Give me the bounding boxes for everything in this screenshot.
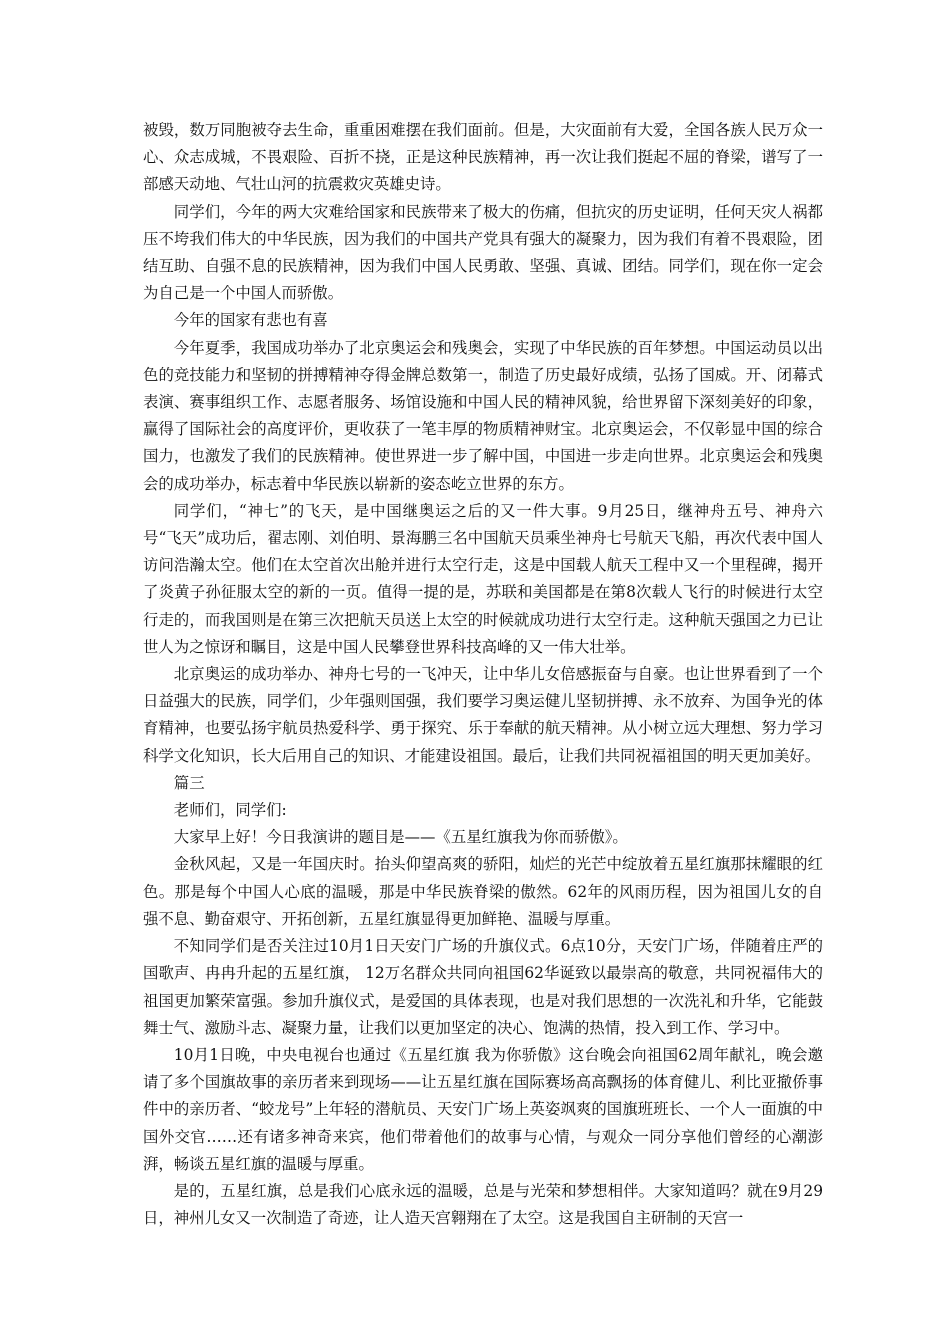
section-heading-part-three: 篇三 (173, 773, 205, 792)
paragraph-olympics: 今年夏季，我国成功举办了北京奥运会和残奥会，实现了中华民族的百年梦想。中国运动员以出色的竞技能力和坚韧的拼搏精神夺得金牌总数第一，制造了历史最好成绩，弘扬了国威。开、闭幕式表演、赛事组织工作、志愿者服务、场馆设施和中国人民的精神风貌，给世界留下深刻美好的印象，赢得了国际社会的高度评价，更收获了一笔丰厚的物质精神财宝。北京奥运会，不仅彰显中国的综合国力，也激发了我们的民族精神。使世界进一步了解中国，中国进一步走向世界。北京奥运会和残奥会的成功举办，标志着中华民族以崭新的姿态屹立世界的东方。 (143, 338, 823, 493)
paragraph-shenzhou-seven: 同学们，“神七”的飞天，是中国继奥运之后的又一件大事。9月25日，继神舟五号、神舟六号“飞天”成功后，翟志刚、刘伯明、景海鹏三名中国航天员乘坐神舟七号航天飞船，再次代表中国人访问浩瀚太空。他们在太空首次出舱并进行太空行走，这是中国载人航天工程中又一个里程碑，揭开了炎黄子孙征服太空的新的一页。值得一提的是，苏联和美国都是在第8次载人飞行的时候进行太空行走的，而我国则是在第三次把航天员送上太空的时候就成功进行太空行走。这种航天强国之力已让世人为之惊讶和瞩目，这是中国人民攀登世界科技高峰的又一伟大壮举。 (143, 501, 823, 656)
paragraph-conclusion: 北京奥运的成功举办、神舟七号的一飞冲天，让中华儿女倍感振奋与自豪。也让世界看到了一个日益强大的民族，同学们，少年强则国强，我们要学习奥运健儿坚韧拼搏、永不放弃、为国争光的体育精神，也要弘扬宇航员热爱科学、勇于探究、乐于奉献的航天精神。从小树立远大理想、努力学习科学文化知识，长大后用自己的知识、才能建设祖国。最后，让我们共同祝福祖国的明天更加美好。 (143, 665, 823, 765)
document-page (143, 117, 823, 1232)
paragraph-greeting: 老师们，同学们: (173, 801, 287, 820)
paragraph-tiangong: 是的，五星红旗，总是我们心底永远的温暖，总是与光荣和梦想相伴。大家知道吗？就在9月29日，神州儿女又一次制造了奇迹，让人造天宫翱翔在了太空。这是我国自主研制的天宫一 (143, 1181, 823, 1228)
paragraph-cctv-gala: 10月1日晚，中央电视台也通过《五星红旗 我为你骄傲》这台晚会向祖国62周年献礼，晚会邀请了多个国旗故事的亲历者来到现场——让五星红旗在国际赛场高高飘扬的体育健儿、利比亚撤侨事件中的亲历者、“蛟龙号”上年轻的潜航员、天安门广场上英姿飒爽的国旗班班长、一个人一面旗的中国外交官……还有诸多神奇来宾，他们带着他们的故事与心情，与观众一同分享他们曾经的心潮澎湃，畅谈五星红旗的温暖与厚重。 (143, 1045, 823, 1173)
paragraph-continuation: 被毁，数万同胞被夺去生命，重重困难摆在我们面前。但是，大灾面前有大爱，全国各族人民万众一心、众志成城，不畏艰险、百折不挠，正是这种民族精神，再一次让我们挺起不屈的脊梁，谱写了一部感天动地、气壮山河的抗震救灾英雄史诗。 (143, 121, 823, 194)
paragraph-disaster-reflection: 同学们，今年的两大灾难给国家和民族带来了极大的伤痛，但抗灾的历史证明，任何天灾人祸都压不垮我们伟大的中华民族，因为我们的中国共产党具有强大的凝聚力，因为我们有着不畏艰险，团结互助、自强不息的民族精神，因为我们中国人民勇敢、坚强、真诚、团结。同学们，现在你一定会为自己是一个中国人而骄傲。 (143, 202, 823, 303)
section-heading-joy-and-sorrow: 今年的国家有悲也有喜 (173, 311, 328, 330)
paragraph-speech-title: 大家早上好！今日我演讲的题目是——《五星红旗我为你而骄傲》。 (173, 828, 628, 847)
paragraph-autumn-flag: 金秋风起，又是一年国庆时。抬头仰望高爽的骄阳，灿烂的光芒中绽放着五星红旗那抹耀眼的红色。那是每个中国人心底的温暖，那是中华民族脊梁的傲然。62年的风雨历程，因为祖国儿女的自强不息、勤奋艰守、开拓创新，五星红旗显得更加鲜艳、温暖与厚重。 (143, 855, 823, 928)
paragraph-flag-ceremony: 不知同学们是否关注过10月1日天安门广场的升旗仪式。6点10分，天安门广场，伴随着庄严的国歌声、冉冉升起的五星红旗， 12万名群众共同向祖国62华诞致以最崇高的敬意，共同祝福伟大的祖国更加繁荣富强。参加升旗仪式，是爱国的具体表现，也是对我们思想的一次洗礼和升华，它能鼓舞士气、激励斗志、凝聚力量，让我们以更加坚定的决心、饱满的热情，投入到工作、学习中。 (143, 937, 823, 1037)
